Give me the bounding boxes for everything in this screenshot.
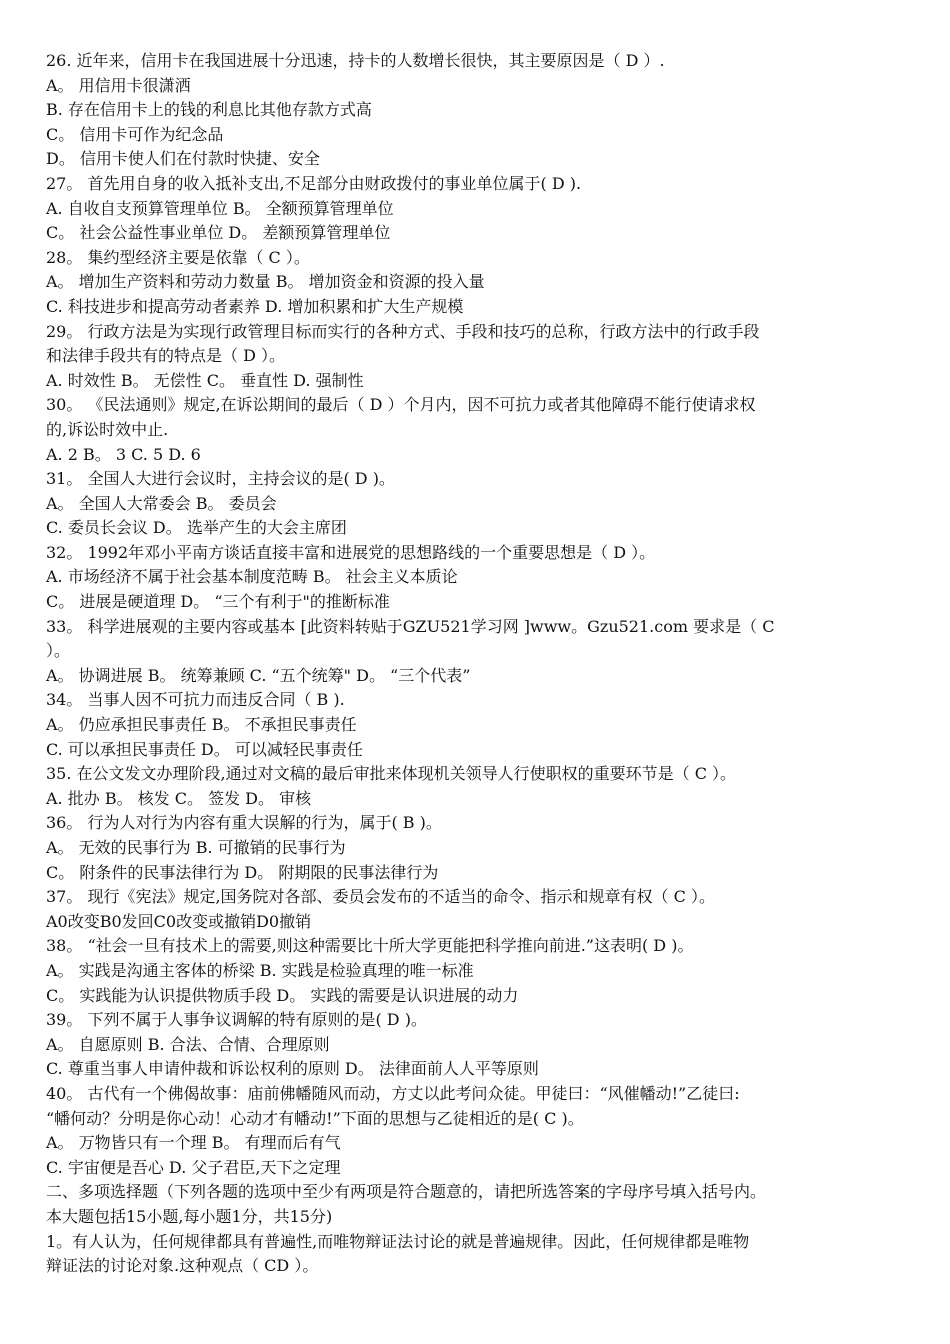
text-line: A。 全国人大常委会 B。 委员会 [46, 493, 277, 513]
text-line: A. 2 B。 3 C. 5 D. 6 [46, 444, 201, 464]
text-line: 33。 科学进展观的主要内容或基本 [此资料转贴于GZU521学习网 ]www。Gzu521.com 要求是（ C [46, 616, 775, 636]
text-line: C. 科技进步和提高劳动者素养 D. 增加积累和扩大生产规模 [46, 296, 464, 316]
text-line: C. 尊重当事人申请仲裁和诉讼权利的原则 D。 法律面前人人平等原则 [46, 1059, 539, 1079]
text-line: 27。 首先用自身的收入抵补支出,不足部分由财政拨付的事业单位属于( D ). [46, 173, 582, 193]
text-line: 30。 《民法通则》规定,在诉讼期间的最后（ D ）个月内，因不可抗力或者其他障碍不能行使请求权 [46, 395, 756, 415]
text-line: 34。 当事人因不可抗力而违反合同（ B ). [46, 690, 345, 710]
text-line: A。 仍应承担民事责任 B。 不承担民事责任 [46, 715, 357, 735]
text-line: A. 市场经济不属于社会基本制度范畴 B。 社会主义本质论 [46, 567, 458, 587]
text-line: A。 协调进展 B。 统筹兼顾 C. “五个统筹" D。 “三个代表” [46, 665, 471, 685]
text-line: A。 增加生产资料和劳动力数量 B。 增加资金和资源的投入量 [46, 272, 485, 292]
text-line: C。 信用卡可作为纪念品 [46, 124, 224, 144]
document-page [46, 49, 926, 1279]
text-line: A. 自收自支预算管理单位 B。 全额预算管理单位 [46, 198, 394, 218]
text-line: 38。 “社会一旦有技术上的需要,则这种需要比十所大学更能把科学推向前进.”这表明( D )。 [46, 936, 694, 956]
text-line: C. 委员长会议 D。 选举产生的大会主席团 [46, 518, 347, 538]
text-line: A。 自愿原则 B. 合法、合情、合理原则 [46, 1034, 330, 1054]
text-line: 28。 集约型经济主要是依靠（ C ）。 [46, 247, 310, 267]
text-line: ）。 [46, 641, 71, 661]
text-line: 32。 1992年邓小平南方谈话直接丰富和进展党的思想路线的一个重要思想是（ D ）。 [46, 542, 656, 562]
text-line: C. 可以承担民事责任 D。 可以减轻民事责任 [46, 739, 363, 759]
text-line: D。 信用卡使人们在付款时快捷、安全 [46, 149, 320, 169]
text-line: 1。有人认为，任何规律都具有普遍性,而唯物辩证法讨论的就是普遍规律。因此，任何规律都是唯物 [46, 1231, 750, 1251]
text-line: C。 进展是硬道理 D。 “三个有利于"的推断标准 [46, 592, 390, 612]
text-line: “幡何动？分明是你心动！心动才有幡动!”下面的思想与乙徒相近的是( C )。 [46, 1108, 584, 1128]
text-line: C. 宇宙便是吾心 D. 父子君臣,天下之定理 [46, 1157, 341, 1177]
text-line: C。 社会公益性事业单位 D。 差额预算管理单位 [46, 223, 391, 243]
text-line: 和法律手段共有的特点是（ D ）。 [46, 346, 286, 366]
text-line: 29。 行政方法是为实现行政管理目标而实行的各种方式、手段和技巧的总称，行政方法中的行政手段 [46, 321, 760, 341]
text-line: 26. 近年来，信用卡在我国进展十分迅速，持卡的人数增长很快，其主要原因是（ D ）. [46, 51, 665, 70]
text-line: 39。 下列不属于人事争议调解的特有原则的是( D )。 [46, 1010, 427, 1030]
text-line: 31。 全国人大进行会议时，主持会议的是( D )。 [46, 469, 395, 489]
text-line: 35. 在公文发文办理阶段,通过对文稿的最后审批来体现机关领导人行使职权的重要环节是（ C ）。 [46, 764, 737, 784]
text-line: A。 无效的民事行为 B. 可撤销的民事行为 [46, 838, 346, 857]
text-line: 37。 现行《宪法》规定,国务院对各部、委员会发布的不适当的命令、指示和规章有权（ C ）。 [46, 887, 715, 907]
text-line: A. 时效性 B。 无偿性 C。 垂直性 D. 强制性 [46, 370, 364, 390]
text-line: 二、多项选择题（下列各题的选项中至少有两项是符合题意的，请把所选答案的字母序号填入括号内。 [46, 1182, 767, 1202]
text-line: 36。 行为人对行为内容有重大误解的行为，属于( B )。 [46, 813, 442, 833]
text-line: A。 用信用卡很潇洒 [46, 75, 191, 95]
text-line: 40。 古代有一个佛偈故事：庙前佛幡随风而动，方丈以此考问众徒。甲徒曰：“风催幡动!”乙徒曰: [46, 1083, 740, 1103]
text-line: B. 存在信用卡上的钱的利息比其他存款方式高 [46, 100, 372, 120]
text-line: A。 万物皆只有一个理 B。 有理而后有气 [46, 1133, 341, 1153]
text-line: 的,诉讼时效中止. [46, 419, 169, 439]
text-line: A. 批办 B。 核发 C。 签发 D。 审核 [46, 788, 312, 808]
text-line: 本大题包括15小题,每小题1分，共15分) [46, 1206, 333, 1226]
text-line: A0改变B0发回C0改变或撤销D0撤销 [46, 911, 312, 931]
text-line: C。 附条件的民事法律行为 D。 附期限的民事法律行为 [46, 862, 439, 882]
text-line: C。 实践能为认识提供物质手段 D。 实践的需要是认识进展的动力 [46, 985, 519, 1005]
text-line: 辩证法的讨论对象.这种观点（ CD ）。 [46, 1256, 319, 1276]
text-line: A。 实践是沟通主客体的桥梁 B. 实践是检验真理的唯一标准 [46, 960, 474, 980]
